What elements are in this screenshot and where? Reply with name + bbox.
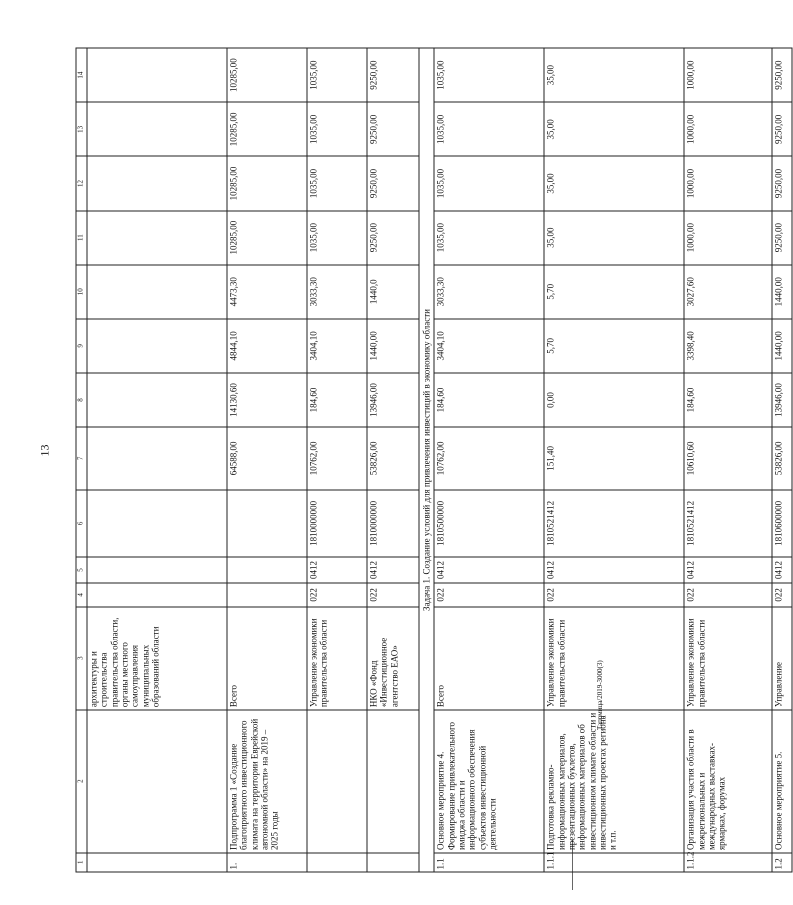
table-cell-col3: Управление экономики правительства области <box>684 607 772 710</box>
column-header: 12 <box>76 156 87 210</box>
table-cell-col6: 1810521412 <box>544 490 684 557</box>
document-footer: Тапрмица/2019-3000(3) <box>596 660 604 730</box>
column-header: 10 <box>76 265 87 319</box>
column-header: 6 <box>76 490 87 557</box>
table-cell-col12: 1035,00 <box>434 156 544 210</box>
table-cell-col8: 184,60 <box>307 373 367 427</box>
table-cell-col6 <box>87 490 227 557</box>
column-header: 13 <box>76 102 87 156</box>
table-cell-col11: 10285,00 <box>227 211 307 265</box>
table-cell-col11: 1035,00 <box>307 211 367 265</box>
table-cell-col13: 1000,00 <box>684 102 772 156</box>
table-cell-col9: 3398,40 <box>684 319 772 373</box>
table-cell-col13: 10285,00 <box>227 102 307 156</box>
table-cell-col6: 1810500000 <box>434 490 544 557</box>
table-cell-col1: 1. <box>227 853 307 872</box>
table-cell-col11: 35,00 <box>544 211 684 265</box>
table-cell-col1: 1.2 <box>772 853 792 872</box>
table-cell-col3: Управление экономики правительства области <box>307 607 367 710</box>
table-cell-col5: 0412 <box>307 557 367 583</box>
column-header: 8 <box>76 373 87 427</box>
table-cell-col9: 1440,00 <box>367 319 419 373</box>
task-row <box>419 48 434 872</box>
table-cell-col12: 1000,00 <box>684 156 772 210</box>
table-cell-col11: 9250,00 <box>367 211 419 265</box>
table-cell-col10 <box>87 265 227 319</box>
page-number: 13 <box>37 444 52 457</box>
table-cell-col8: 0,00 <box>544 373 684 427</box>
column-header-row <box>76 48 87 872</box>
table-cell-col2: Подготовка рекламно-информационных материалов, презентационных буклетов, информационных материалов об инвестиционном климате области и инвестиционных проектах региона и т.п. <box>544 710 684 853</box>
table-cell-col14: 9250,00 <box>367 48 419 102</box>
table-cell-col3: НКО «Фонд «Инвестиционное агентство ЕАО» <box>367 607 419 710</box>
table-cell-col7: 10610,60 <box>684 427 772 490</box>
column-header: 7 <box>76 427 87 490</box>
table-cell-col6: 1810000000 <box>367 490 419 557</box>
table-cell-col3: Всего <box>227 607 307 710</box>
table-cell-col2 <box>307 710 367 853</box>
table-cell-col2: Основное мероприятие 5. <box>772 710 792 853</box>
table-cell-col4: 022 <box>772 583 792 607</box>
table-cell-col9: 5,70 <box>544 319 684 373</box>
table-cell-col9 <box>87 319 227 373</box>
table-cell-col13: 9250,00 <box>772 102 792 156</box>
table-row <box>227 48 307 872</box>
table-cell-col5: 0412 <box>772 557 792 583</box>
table-cell-col7: 64588,00 <box>227 427 307 490</box>
table-cell-col9: 1440,00 <box>772 319 792 373</box>
table-cell-col14: 10285,00 <box>227 48 307 102</box>
table-cell-col11: 1000,00 <box>684 211 772 265</box>
table-cell-col10: 3033,30 <box>434 265 544 319</box>
table-cell-col10: 4473,30 <box>227 265 307 319</box>
table-cell-col12 <box>87 156 227 210</box>
table-cell-col13: 1035,00 <box>307 102 367 156</box>
table-cell-col5: 0412 <box>367 557 419 583</box>
table-cell-col8: 14130,60 <box>227 373 307 427</box>
table-cell-col4: 022 <box>544 583 684 607</box>
table-cell-col2: Подпрограмма 1 «Создание благоприятного инвестиционного климата на территории Еврейской автономной области» на 2019 – 2025 годы <box>227 710 307 853</box>
table-cell-col12: 10285,00 <box>227 156 307 210</box>
table-cell-col14: 35,00 <box>544 48 684 102</box>
table-row <box>772 48 792 872</box>
table-cell-col10: 1440,00 <box>772 265 792 319</box>
table-cell-col13: 1035,00 <box>434 102 544 156</box>
table-cell-col14: 9250,00 <box>772 48 792 102</box>
table-cell-col13: 35,00 <box>544 102 684 156</box>
table-cell-col1: 1.1.2 <box>684 853 772 872</box>
table-cell-col8: 13946,00 <box>772 373 792 427</box>
table-cell-col8: 13946,00 <box>367 373 419 427</box>
table-cell-col9: 4844,10 <box>227 319 307 373</box>
table-cell-col9: 3404,10 <box>434 319 544 373</box>
table-cell-col1 <box>307 853 367 872</box>
table-cell-col14 <box>87 48 227 102</box>
table-cell-col7 <box>87 427 227 490</box>
table-cell-col11: 1035,00 <box>434 211 544 265</box>
table-row <box>87 48 227 872</box>
table-cell-col9: 3404,10 <box>307 319 367 373</box>
budget-table <box>76 48 793 873</box>
table-cell-col8 <box>87 373 227 427</box>
table-cell-col13: 9250,00 <box>367 102 419 156</box>
table-cell-col12: 1035,00 <box>307 156 367 210</box>
table-cell-col3: Управление <box>772 607 792 710</box>
table-cell-col6: 1810000000 <box>307 490 367 557</box>
table-cell-col7: 10762,00 <box>434 427 544 490</box>
table-cell-col7: 151,40 <box>544 427 684 490</box>
table-cell-col5 <box>227 557 307 583</box>
table-cell-col11 <box>87 211 227 265</box>
table-cell-col7: 53826,00 <box>367 427 419 490</box>
column-header: 5 <box>76 557 87 583</box>
table-cell-col5 <box>87 557 227 583</box>
table-cell-col2 <box>87 710 227 853</box>
table-cell-col14: 1035,00 <box>307 48 367 102</box>
table-cell-col4: 022 <box>307 583 367 607</box>
table-cell-col4: 022 <box>684 583 772 607</box>
column-header: 14 <box>76 48 87 102</box>
table-cell-col4 <box>227 583 307 607</box>
table-cell-col2: Основное мероприятие 4. Формирование привлекательного имиджа области и информационного обеспечения субъектов инвестиционной деятельности <box>434 710 544 853</box>
table-cell-col3: Управление экономики правительства области <box>544 607 684 710</box>
table-cell-col10: 3027,60 <box>684 265 772 319</box>
table-cell-col7: 53826,00 <box>772 427 792 490</box>
table-cell-col3: архитектуры и строительства правительства области, органы местного самоуправления муниципальных образований области <box>87 607 227 710</box>
table-cell-col4 <box>87 583 227 607</box>
table-cell-col5: 0412 <box>684 557 772 583</box>
column-header: 11 <box>76 211 87 265</box>
table-cell-col10: 1440,0 <box>367 265 419 319</box>
table-cell-col1: 1.1.1 <box>544 853 684 872</box>
table-cell-col6: 1810600000 <box>772 490 792 557</box>
table-cell-col12: 9250,00 <box>772 156 792 210</box>
table-row <box>434 48 544 872</box>
table-cell-col1: 1.1 <box>434 853 544 872</box>
table-cell-col12: 35,00 <box>544 156 684 210</box>
column-header: 3 <box>76 607 87 710</box>
table-cell-col4: 022 <box>434 583 544 607</box>
task-cell: Задача 1. Создание условий для привлечения инвестиций в экономику области <box>419 48 434 872</box>
table-cell-col1 <box>87 853 227 872</box>
table-cell-col14: 1000,00 <box>684 48 772 102</box>
column-header: 9 <box>76 319 87 373</box>
table-cell-col4: 022 <box>367 583 419 607</box>
table-cell-col6: 1810521412 <box>684 490 772 557</box>
table-cell-col12: 9250,00 <box>367 156 419 210</box>
table-cell-col6 <box>227 490 307 557</box>
column-header: 1 <box>76 853 87 872</box>
table-cell-col14: 1035,00 <box>434 48 544 102</box>
table-cell-col11: 9250,00 <box>772 211 792 265</box>
table-cell-col5: 0412 <box>434 557 544 583</box>
table-cell-col10: 5,70 <box>544 265 684 319</box>
table-cell-col13 <box>87 102 227 156</box>
table-cell-col3: Всего <box>434 607 544 710</box>
column-header: 4 <box>76 583 87 607</box>
table-row <box>367 48 419 872</box>
table-cell-col5: 0412 <box>544 557 684 583</box>
table-row <box>307 48 367 872</box>
table-cell-col2: Организация участия области в межрегиональных и международных выставках-ярмарках, форумах <box>684 710 772 853</box>
column-header: 2 <box>76 710 87 853</box>
table-cell-col10: 3033,30 <box>307 265 367 319</box>
table-cell-col1 <box>367 853 419 872</box>
table-row <box>684 48 772 872</box>
table-cell-col8: 184,60 <box>684 373 772 427</box>
table-cell-col7: 10762,00 <box>307 427 367 490</box>
table-cell-col8: 184,60 <box>434 373 544 427</box>
table-cell-col2 <box>367 710 419 853</box>
table-row <box>544 48 684 872</box>
